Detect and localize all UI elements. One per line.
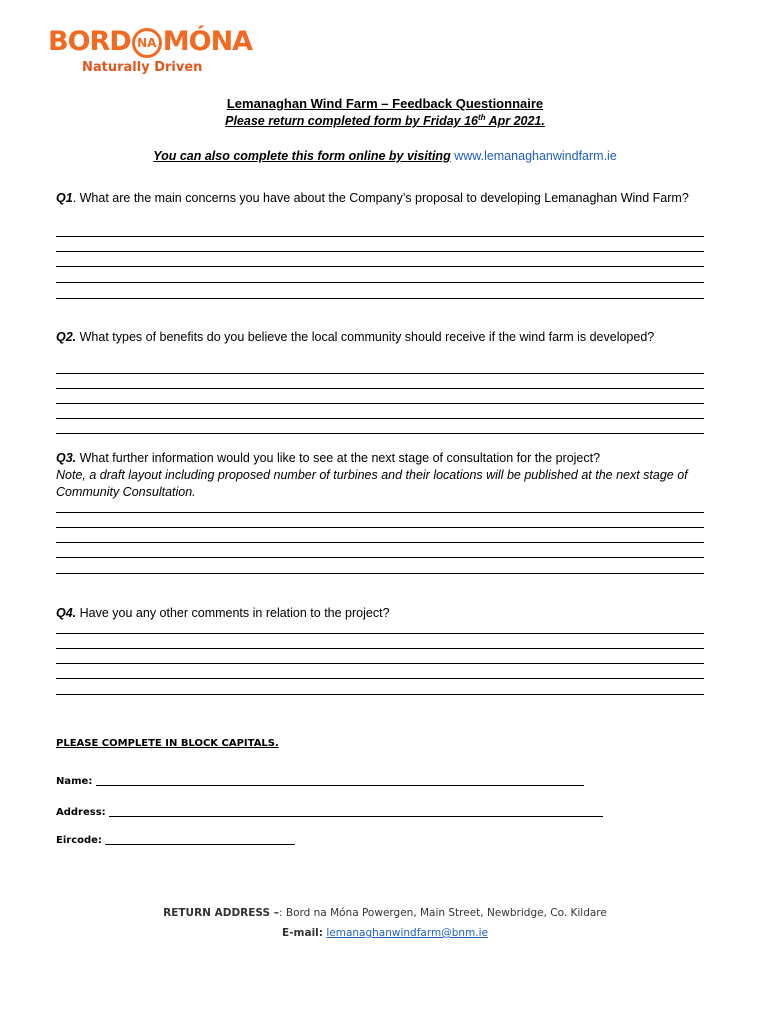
question-3-note: Note, a draft layout including proposed number of turbines and their locations will be published at the next stage of Community Consultation. bbox=[56, 468, 688, 499]
answer-line[interactable] bbox=[56, 251, 704, 252]
answer-line[interactable] bbox=[56, 373, 704, 374]
name-field: Name: bbox=[56, 775, 584, 787]
logo-na-circle: NA bbox=[132, 28, 162, 58]
eircode-field: Eircode: bbox=[56, 834, 295, 846]
answer-line[interactable] bbox=[56, 678, 704, 679]
answer-line[interactable] bbox=[56, 694, 704, 695]
answer-line[interactable] bbox=[56, 527, 704, 528]
form-title: Lemanaghan Wind Farm – Feedback Questionnaire bbox=[226, 96, 544, 111]
question-4: Q4. Have you any other comments in relation to the project? bbox=[56, 606, 390, 620]
answer-line[interactable] bbox=[56, 282, 704, 283]
answer-line[interactable] bbox=[56, 266, 704, 267]
online-notice: You can also complete this form online by visiting www.lemanaghanwindfarm.ie bbox=[153, 149, 617, 163]
eircode-input-line[interactable] bbox=[105, 834, 295, 845]
website-link[interactable]: www.lemanaghanwindfarm.ie bbox=[454, 149, 617, 163]
answer-line[interactable] bbox=[56, 542, 704, 543]
address-input-line[interactable] bbox=[109, 806, 603, 817]
answer-line[interactable] bbox=[56, 236, 704, 237]
email-link[interactable]: lemanaghanwindfarm@bnm.ie bbox=[326, 927, 488, 939]
question-3: Q3. What further information would you like to see at the next stage of consultation for the project? Note, a draft layout including proposed number of turbines and their locations will be published at the next stage of Community Consultation. bbox=[56, 451, 688, 499]
question-2: Q2. What types of benefits do you believe the local community should receive if the wind farm is developed? bbox=[56, 330, 655, 344]
logo-wordmark: BORD NA MÓNA bbox=[48, 26, 253, 57]
return-deadline: Please return completed form by Friday 16th Apr 2021. bbox=[225, 113, 545, 129]
answer-line[interactable] bbox=[56, 648, 704, 649]
block-capitals-notice: PLEASE COMPLETE IN BLOCK CAPITALS. bbox=[56, 738, 279, 749]
answer-line[interactable] bbox=[56, 633, 704, 634]
answer-line[interactable] bbox=[56, 388, 704, 389]
return-address: RETURN ADDRESS –: Bord na Móna Powergen, Main Street, Newbridge, Co. Kildare bbox=[163, 907, 607, 919]
answer-line[interactable] bbox=[56, 557, 704, 558]
email-line: E-mail: lemanaghanwindfarm@bnm.ie bbox=[282, 927, 488, 939]
answer-line[interactable] bbox=[56, 418, 704, 419]
answer-line[interactable] bbox=[56, 298, 704, 299]
answer-line[interactable] bbox=[56, 403, 704, 404]
logo-tagline: Naturally Driven bbox=[82, 60, 203, 75]
answer-line[interactable] bbox=[56, 663, 704, 664]
answer-line[interactable] bbox=[56, 433, 704, 434]
answer-line[interactable] bbox=[56, 573, 704, 574]
bord-na-mona-logo bbox=[48, 24, 253, 80]
question-1: Q1. What are the main concerns you have about the Company’s proposal to developing Lemanaghan Wind Farm? bbox=[56, 191, 689, 205]
name-input-line[interactable] bbox=[96, 775, 584, 786]
address-field: Address: bbox=[56, 806, 603, 818]
answer-line[interactable] bbox=[56, 512, 704, 513]
